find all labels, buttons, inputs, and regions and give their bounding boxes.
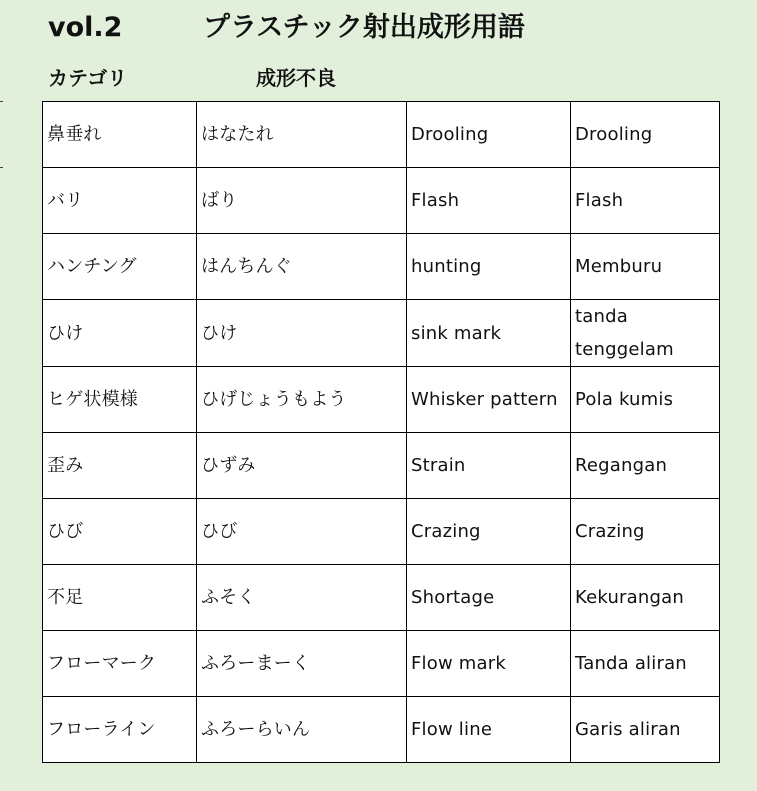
indonesian-cell[interactable]: tanda tenggelam (571, 300, 720, 367)
row-edge-marker (0, 167, 3, 168)
table-row (43, 168, 720, 234)
english-cell[interactable]: Drooling (407, 102, 571, 168)
category-value: 成形不良 (256, 66, 336, 90)
english-cell[interactable]: Strain (407, 433, 571, 499)
term-cell[interactable]: 鼻垂れ (43, 102, 197, 168)
english-cell[interactable]: hunting (407, 234, 571, 300)
table-row (43, 234, 720, 300)
term-cell[interactable]: 歪み (43, 433, 197, 499)
table-row (43, 499, 720, 565)
table-row (43, 433, 720, 499)
english-cell[interactable]: sink mark (407, 300, 571, 367)
reading-cell[interactable]: ふろーまーく (197, 631, 407, 697)
english-cell[interactable]: Flash (407, 168, 571, 234)
reading-cell[interactable]: ばり (197, 168, 407, 234)
term-cell[interactable]: ひけ (43, 300, 197, 367)
english-cell[interactable]: Crazing (407, 499, 571, 565)
indonesian-cell[interactable]: Regangan (571, 433, 720, 499)
table-row (43, 631, 720, 697)
row-edge-marker (0, 101, 3, 102)
reading-cell[interactable]: ひげじょうもよう (197, 367, 407, 433)
english-cell[interactable]: Whisker pattern (407, 367, 571, 433)
reading-cell[interactable]: ひび (197, 499, 407, 565)
page-title: プラスチック射出成形用語 (203, 12, 525, 43)
term-cell[interactable]: フローマーク (43, 631, 197, 697)
table-row (43, 565, 720, 631)
reading-cell[interactable]: ひずみ (197, 433, 407, 499)
term-cell[interactable]: ハンチング (43, 234, 197, 300)
indonesian-cell[interactable]: Memburu (571, 234, 720, 300)
indonesian-cell[interactable]: Tanda aliran (571, 631, 720, 697)
reading-cell[interactable]: はんちんぐ (197, 234, 407, 300)
terms-table (42, 101, 720, 763)
indonesian-cell[interactable]: Flash (571, 168, 720, 234)
reading-cell[interactable]: ふろーらいん (197, 697, 407, 763)
indonesian-cell[interactable]: Crazing (571, 499, 720, 565)
english-cell[interactable]: Flow mark (407, 631, 571, 697)
english-cell[interactable]: Shortage (407, 565, 571, 631)
term-cell[interactable]: 不足 (43, 565, 197, 631)
term-cell[interactable]: ヒゲ状模様 (43, 367, 197, 433)
term-cell[interactable]: ひび (43, 499, 197, 565)
indonesian-cell[interactable]: Pola kumis (571, 367, 720, 433)
term-cell[interactable]: バリ (43, 168, 197, 234)
table-row (43, 300, 720, 367)
reading-cell[interactable]: ふそく (197, 565, 407, 631)
term-cell[interactable]: フローライン (43, 697, 197, 763)
indonesian-cell[interactable]: Garis aliran (571, 697, 720, 763)
table-row (43, 697, 720, 763)
volume-label: vol.2 (48, 12, 123, 43)
table-row (43, 102, 720, 168)
reading-cell[interactable]: はなたれ (197, 102, 407, 168)
indonesian-cell[interactable]: Kekurangan (571, 565, 720, 631)
category-label: カテゴリ (48, 66, 128, 90)
english-cell[interactable]: Flow line (407, 697, 571, 763)
table-row (43, 367, 720, 433)
reading-cell[interactable]: ひけ (197, 300, 407, 367)
indonesian-cell[interactable]: Drooling (571, 102, 720, 168)
